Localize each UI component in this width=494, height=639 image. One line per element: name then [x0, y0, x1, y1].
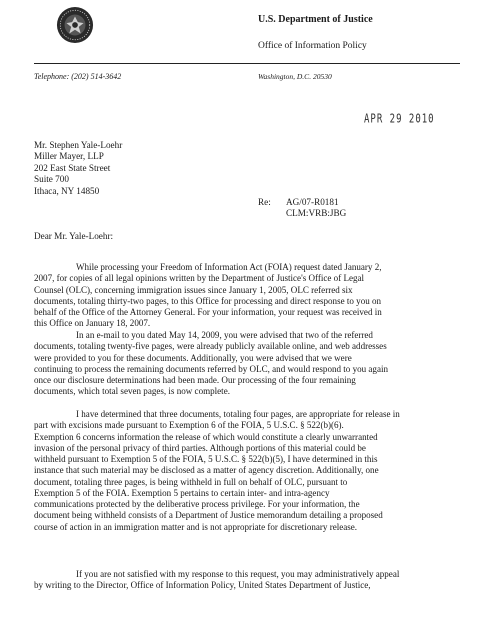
paragraph-line: Exemption 5 of the FOIA. Exemption 5 pertains to certain inter- and intra-agency [34, 487, 330, 498]
paragraph-line: If you are not satisfied with my response to this request, you may administratively appeal [76, 569, 400, 579]
office-name: Office of Information Policy [258, 41, 367, 51]
agency-name: U.S. Department of Justice [258, 14, 373, 25]
paragraph-line: part with excisions made pursuant to Exemption 6 of the FOIA, 5 U.S.C. § 522(b)(6). [34, 420, 344, 431]
telephone-line: Telephone: (202) 514-3642 [34, 72, 122, 81]
address-line: Mr. Stephen Yale-Loehr [34, 140, 123, 150]
paragraph-line: Counsel (OLC), concerning immigration issues since January 1, 2005, OLC referred six [34, 284, 353, 295]
salutation: Dear Mr. Yale-Loehr: [34, 231, 114, 241]
paragraph-3 [34, 409, 470, 533]
paragraph-2 [34, 330, 470, 398]
paragraph-line: course of action in an immigration matter and is not appropriate for discretionary release. [34, 521, 358, 532]
paragraph-line: documents, totaling thirty-two pages, to this Office for processing and direct response to you on [34, 295, 382, 306]
paragraph-line: were provided to you for these documents. Additionally, you were advised that we were [34, 352, 352, 363]
paragraph-line: documents, which total seven pages, is now complete. [34, 386, 230, 397]
reference-label: Re: [258, 197, 271, 207]
reference-values [286, 197, 346, 220]
paragraph-line: I have determined that three documents, totaling four pages, are appropriate for release in [76, 409, 400, 419]
paragraph-line: Exemption 6 concerns information the release of which would constitute a clearly unwarranted [34, 431, 378, 442]
address-line: Miller Mayer, LLP [34, 151, 104, 162]
header-divider [34, 63, 460, 64]
reference-initials: CLM:VRB:JBG [286, 208, 347, 219]
paragraph-line: communications protected by the deliberative process privilege. For your information, the [34, 499, 360, 509]
paragraph-line: While processing your Freedom of Information Act (FOIA) request dated January 2, [76, 262, 382, 272]
paragraph-line: In an e-mail to you dated May 14, 2009, you were advised that two of the referred [76, 330, 373, 340]
address-line: 202 East State Street [34, 162, 111, 173]
address-line: Suite 700 [34, 174, 69, 185]
paragraph-line: by writing to the Director, Office of Information Policy, United States Department of Justice, [34, 580, 371, 591]
reference-number: AG/07-R0181 [286, 197, 339, 207]
paragraph-line: withheld pursuant to Exemption 5 of the FOIA, 5 U.S.C. § 522(b)(5), I have determined in this [34, 454, 378, 464]
recipient-address [34, 140, 122, 197]
paragraph-line: instance that such material may be disclosed as a matter of agency discretion. Additionally, one [34, 465, 379, 476]
paragraph-line: document being withheld consists of a Department of Justice memorandum detailing a proposed [34, 510, 383, 521]
paragraph-1 [34, 262, 470, 330]
paragraph-line: once our disclosure determinations had been made. Our processing of the four remaining [34, 375, 356, 385]
paragraph-4 [34, 569, 470, 592]
paragraph-line: invasion of the personal privacy of third parties. Although portions of this material could be [34, 442, 366, 453]
paragraph-line: continuing to process the remaining documents referred by OLC, and would respond to you again [34, 363, 388, 374]
paragraph-line: 2007, for copies of all legal opinions written by the Department of Justice's Office of Legal [34, 273, 365, 284]
paragraph-line: behalf of the Office of the Attorney General. For your information, your request was received in [34, 307, 382, 317]
city-line: Washington, D.C. 20530 [258, 72, 332, 81]
doj-seal-icon [56, 6, 94, 44]
paragraph-line: documents, totaling twenty-five pages, were already publicly available online, and web addresses [34, 341, 387, 352]
date-stamp: APR 29 2010 [364, 113, 435, 127]
paragraph-line: document, totaling three pages, is being withheld in full on behalf of OLC, pursuant to [34, 476, 348, 487]
address-line: Ithaca, NY 14850 [34, 185, 100, 196]
paragraph-line: this Office on January 18, 2007. [34, 318, 151, 329]
